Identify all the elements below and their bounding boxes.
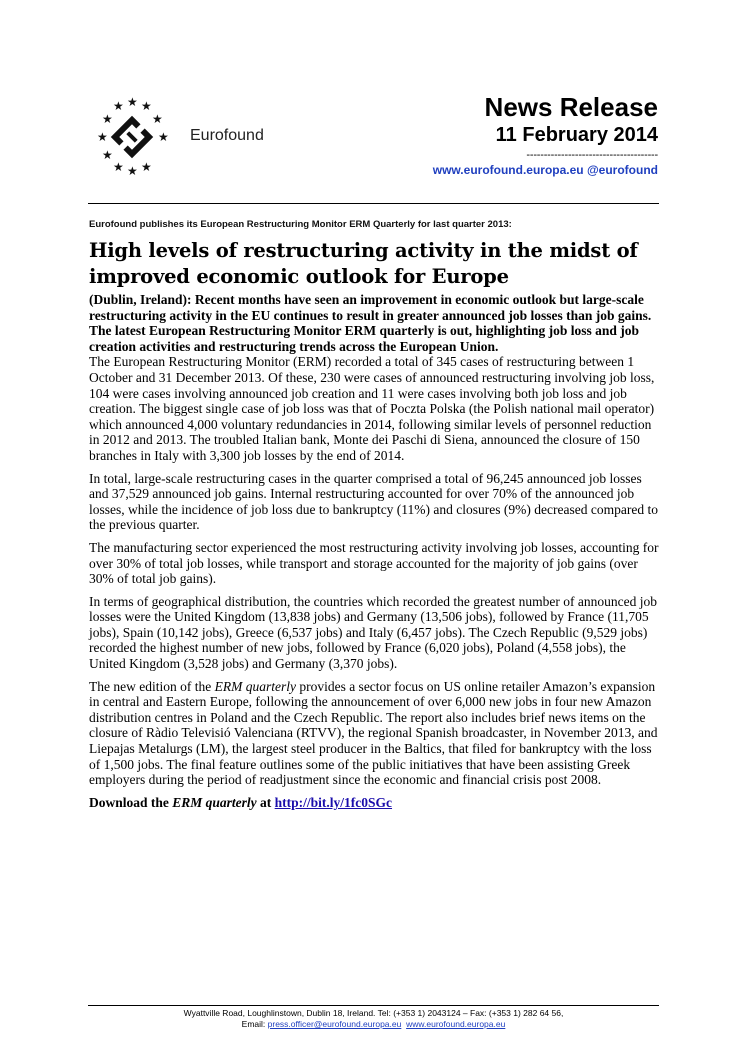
footer-divider [88,1005,659,1006]
release-title: News Release [484,92,658,122]
paragraph-3: The manufacturing sector experienced the most restructuring activity involving job losses, accounting for over 30% of total job losses, while transport and storage accounted for the majority of job gains (over 30% of total job gains). [89,539,659,587]
header-web-link[interactable]: www.eurofound.europa.eu @eurofound [432,163,658,177]
download-line [89,795,659,811]
footer-email-link[interactable]: press.officer@eurofound.europa.eu [267,1019,402,1029]
svg-text:★: ★ [113,160,124,174]
paragraph-1: The European Restructuring Monitor (ERM) recorded a total of 345 cases of restructuring between 1 October and 31 December 2013. Of these, 230 were cases of announced restructuring involving job loss, 104 were cases involving announced job creation and 11 were cases involving both job loss and job creation. The biggest single case of job loss was that of Poczta Polska (the Polish national mail operator) which announced 4,000 voluntary redundancies in 2014, following similar levels of personnel reduction in 2012 and 2013. The troubled Italian bank, Monte dei Paschi di Siena, announced the closure of 150 branches in Italy with 3,300 job losses by the end of 2014. [89,354,655,463]
svg-text:★: ★ [127,164,138,176]
release-header [433,92,658,178]
paragraph-5 [89,679,659,788]
paragraph-4: In terms of geographical distribution, the countries which recorded the greatest number of announced job losses were the United Kingdom (13,838 jobs) and Germany (13,506 jobs), followed by France (11,705 jobs), Spain (10,142 jobs), Greece (6,537 jobs) and Italy (6,457 jobs). The Czech Republic (9,529 jobs) recorded the highest number of new jobs, followed by France (6,020 jobs), Poland (4,558 jobs), the United Kingdom (3,528 jobs) and Germany (3,370 jobs). [89,593,657,672]
download-text-b: at [256,794,275,810]
svg-text:★: ★ [141,99,152,113]
download-emphasis: ERM quarterly [172,794,257,810]
download-link[interactable]: http://bit.ly/1fc0SGc [274,794,393,810]
svg-text:★: ★ [158,130,169,144]
eurofound-logo-icon [88,96,184,176]
footer [88,1008,659,1030]
svg-text:★: ★ [141,160,152,174]
download-text-a: Download the [89,794,173,810]
svg-text:★: ★ [127,96,138,109]
svg-text:★: ★ [152,112,163,126]
eurofound-logo[interactable] [88,96,278,176]
header-divider [88,203,659,204]
article-lead: (Dublin, Ireland): Recent months have seen an improvement in economic outlook but large-scale restructuring activity in the EU continues to result in greater announced job losses than job gains. The latest European Restructuring Monitor ERM quarterly is out, highlighting job loss and job creation activities and restructuring trends across the European Union. [89,292,652,354]
release-date: 11 February 2014 [495,124,658,146]
article-headline: High levels of restructuring activity in the midst of improved economic outlook for Europe [89,239,638,288]
paragraph-2: In total, large-scale restructuring cases in the quarter comprised a total of 96,245 announced job losses and 37,529 announced job gains. Internal restructuring accounted for over 70% of the announced job losses, while the incidence of job loss due to bankruptcy (11%) and closures (9%) decreased compared to the previous quarter. [89,470,658,533]
footer-email-label: Email: [241,1019,268,1029]
svg-text:★: ★ [102,112,113,126]
header-dash-separator: -------------------------------------- [526,149,658,161]
footer-site-link[interactable]: www.eurofound.europa.eu [406,1019,506,1029]
paragraph-5-text-a: The new edition of the [89,678,215,694]
footer-address: Wyattville Road, Loughlinstown, Dublin 18, Ireland. Tel: (+353 1) 2043124 – Fax: (+353 1) 282 64 56, [183,1008,564,1018]
svg-text:★: ★ [102,148,113,162]
logo-wordmark: Eurofound [190,127,264,144]
article-body [89,218,659,810]
svg-text:★: ★ [113,99,124,113]
footer-contact [88,1019,659,1030]
paragraph-5-emphasis: ERM quarterly [214,678,296,694]
paragraph-5-text-b: provides a sector focus on US online retailer Amazon’s expansion in central and Eastern Europe, following the announcement of over 6,000 new jobs in four new Amazon distribution centres in Poland and the Czech Republic. The report also includes brief news items on the closure of Ràdio Televisió Valenciana (RTVV), the regional Spanish broadcaster, in November 2013, and Liepajas Metalurgs (LM), the largest steel producer in the Baltics, that filed for bankruptcy with the loss of 1,500 jobs. The final feature outlines some of the public initiatives that have been assisting Greek employers during the period of readjustment since the economic and financial crisis post 2008. [89,678,658,788]
article-kicker: Eurofound publishes its European Restructuring Monitor ERM Quarterly for last quarter 2013: [89,219,512,230]
svg-text:★: ★ [97,130,108,144]
